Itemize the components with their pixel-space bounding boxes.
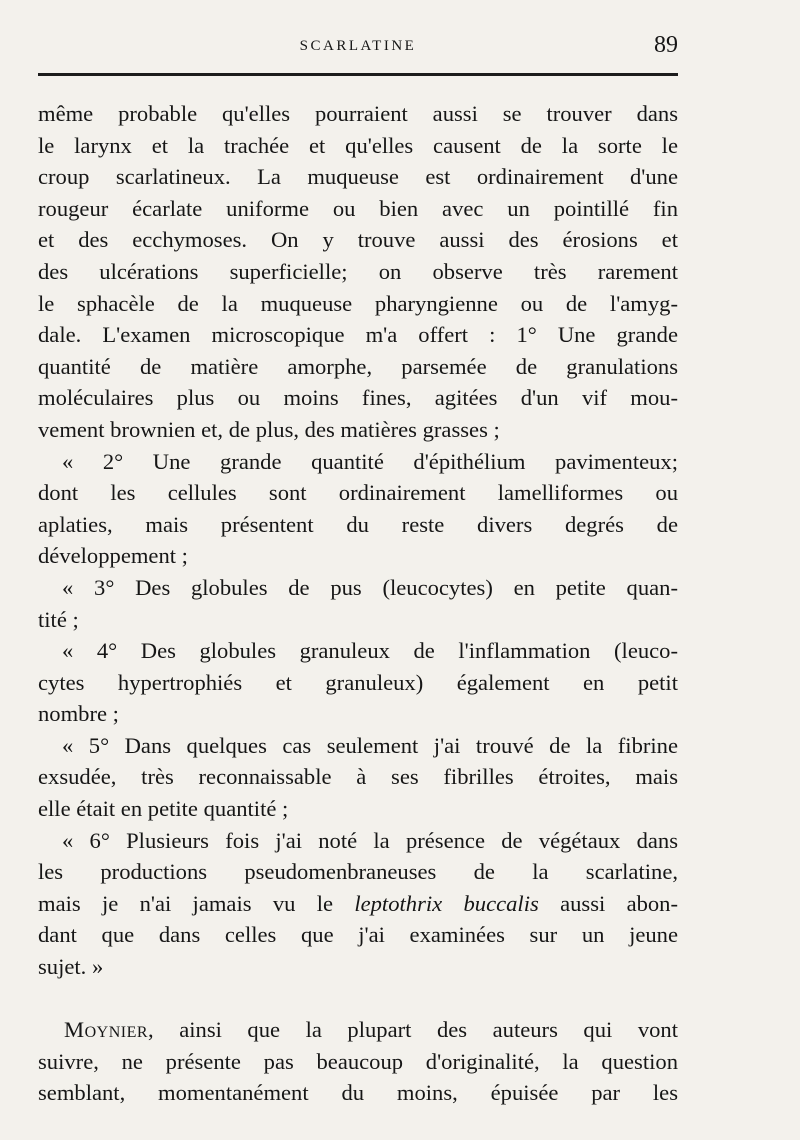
text-line: et des ecchymoses. On y trouve aussi des érosions et: [38, 227, 678, 253]
text-line: exsudée, très reconnaissable à ses fibrilles étroites, mais: [38, 764, 678, 790]
text-line: rougeur écarlate uniforme ou bien avec un pointillé fin: [38, 195, 678, 221]
text-line: sujet. »: [38, 954, 104, 980]
text-line: les productions pseudomenbraneuses de la scarlatine,: [38, 859, 678, 885]
text-line: croup scarlatineux. La muqueuse est ordinairement d'une: [38, 164, 678, 190]
text-line: moléculaires plus ou moins fines, agitées d'un vif mou-: [38, 385, 678, 411]
running-header: [38, 34, 678, 58]
text-line: « 3° Des globules de pus (leucocytes) en petite quan-: [62, 574, 678, 600]
text-line: « 6° Plusieurs fois j'ai noté la présence de végétaux dans: [62, 827, 678, 853]
text-line: dant que dans celles que j'ai examinées sur un jeune: [38, 922, 678, 948]
text-line: semblant, momentanément du moins, épuisée par les: [38, 1080, 678, 1106]
text-line: des ulcérations superficielle; on observe très rarement: [38, 258, 678, 284]
header-rule: [38, 73, 678, 76]
text-line: dale. L'examen microscopique m'a offert : 1° Une grande: [38, 322, 678, 348]
paragraph-gap: [38, 983, 678, 1015]
text-line: aplaties, mais présentent du reste divers degrés de: [38, 511, 678, 537]
author-name: Moynier: [64, 1017, 149, 1043]
text-line: tité ;: [38, 606, 79, 632]
page-number: 89: [654, 32, 678, 58]
text-line: elle était en petite quantité ;: [38, 796, 289, 822]
text-line: [38, 888, 678, 920]
text-line: « 4° Des globules granuleux de l'inflammation (leuco-: [62, 638, 678, 664]
text-line: le sphacèle de la muqueuse pharyngienne ou de l'amyg-: [38, 290, 678, 316]
body-text: [38, 98, 678, 1109]
text-line: vement brownien et, de plus, des matières grasses ;: [38, 416, 500, 442]
text-run: aussi abon-: [538, 890, 679, 916]
text-line: « 5° Dans quelques cas seulement j'ai trouvé de la fibrine: [62, 732, 678, 758]
text-run: , ainsi que la plupart des auteurs qui vont: [148, 1017, 678, 1043]
italic-term: leptothrix buccalis: [354, 890, 539, 916]
text-line: même probable qu'elles pourraient aussi se trouver dans: [38, 101, 678, 126]
text-line: quantité de matière amorphe, parsemée de granulations: [38, 353, 678, 379]
text-line: suivre, ne présente pas beaucoup d'originalité, la question: [38, 1048, 678, 1074]
text-line: dont les cellules sont ordinairement lamelliformes ou: [38, 480, 678, 506]
text-line: le larynx et la trachée et qu'elles causent de la sorte le: [38, 132, 678, 158]
text-line: cytes hypertrophiés et granuleux) également en petit: [38, 669, 678, 695]
text-line: développement ;: [38, 543, 188, 569]
running-title: SCARLATINE: [299, 38, 417, 54]
text-run: mais je n'ai jamais vu le: [38, 890, 355, 916]
text-line: [38, 1014, 678, 1046]
text-line: nombre ;: [38, 701, 119, 727]
text-line: « 2° Une grande quantité d'épithélium pavimenteux;: [62, 448, 678, 474]
